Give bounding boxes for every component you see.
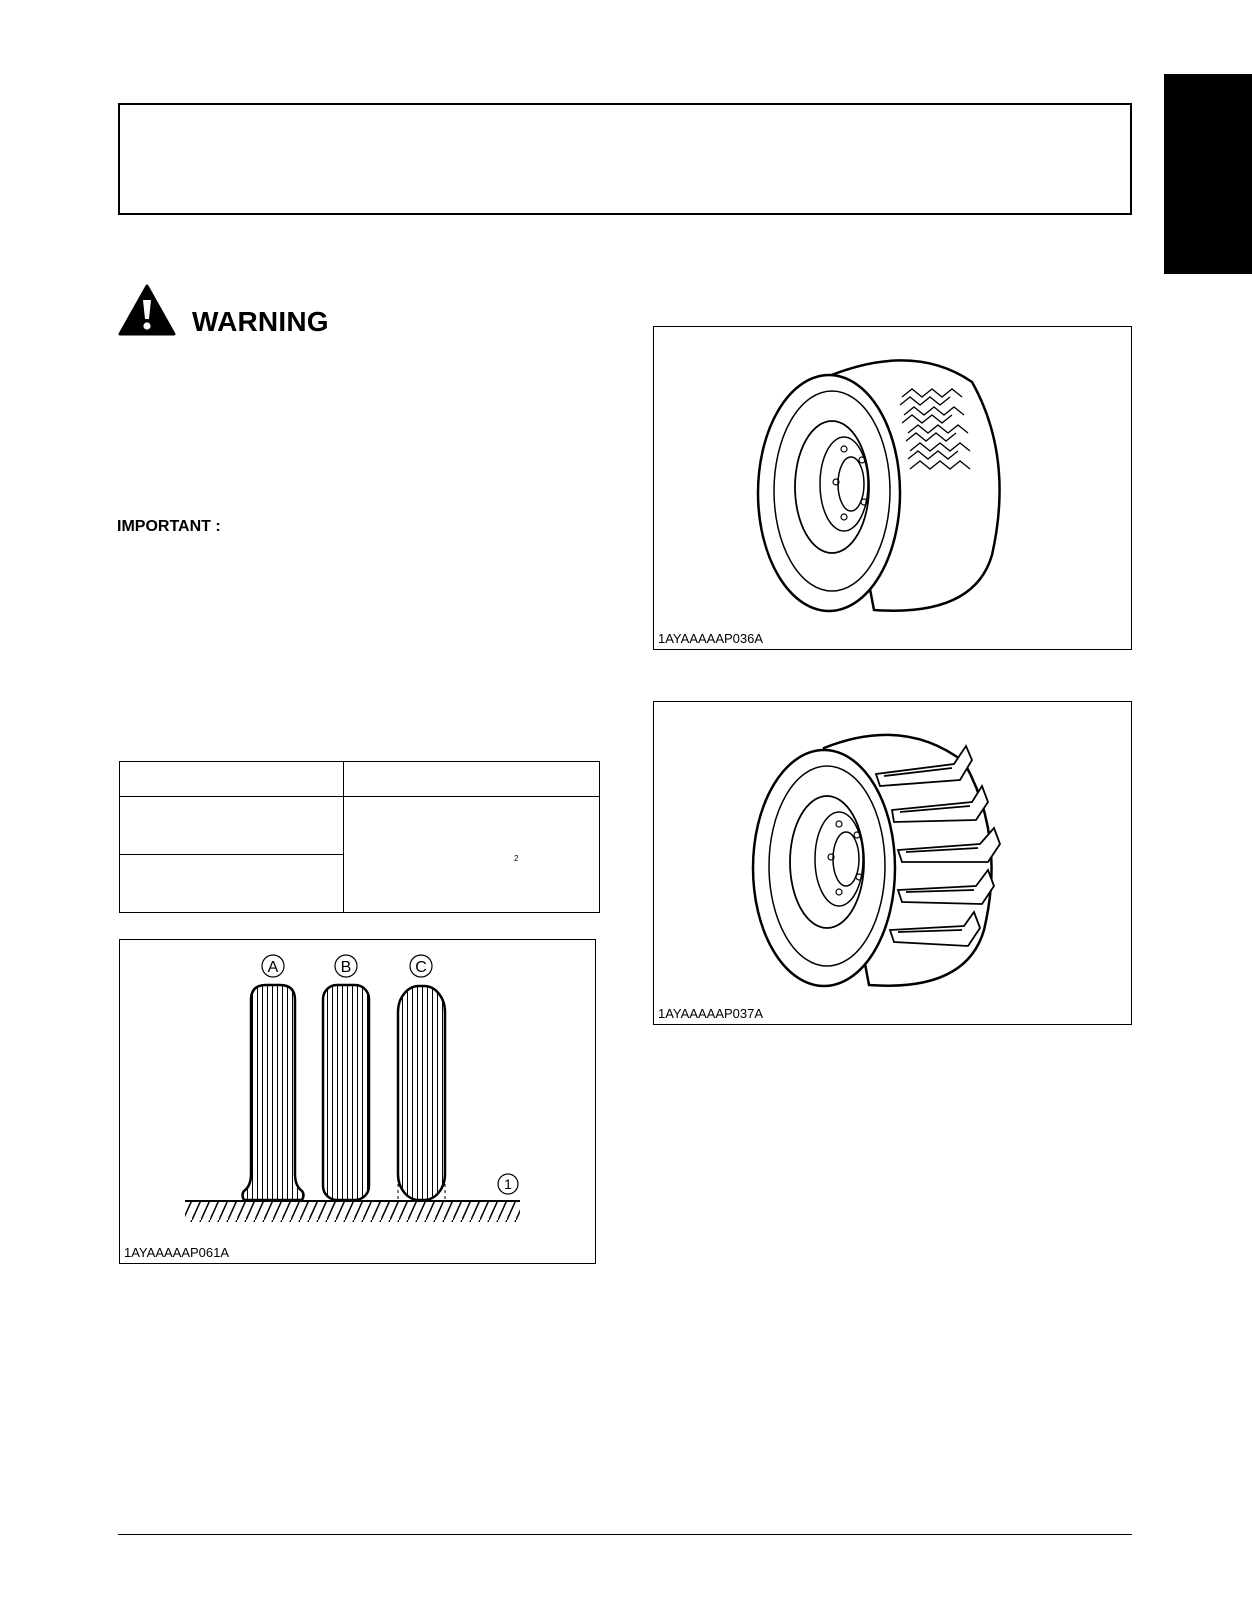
table-header-divider <box>120 796 599 797</box>
figure-tire-inflation <box>119 939 596 1264</box>
tire-sidewall <box>753 750 895 986</box>
figure-caption: 1AYAAAAAP061A <box>124 1245 230 1260</box>
table-column-divider <box>343 762 344 912</box>
tire-sidewall <box>758 375 900 611</box>
important-colon: : <box>210 518 221 535</box>
warning-heading: WARNING <box>192 306 329 337</box>
callout-c: C <box>415 959 427 976</box>
table-superscript: 2 <box>514 854 519 863</box>
header-box <box>118 103 1132 215</box>
callout-a: A <box>267 959 279 976</box>
callout-1: 1 <box>504 1176 512 1192</box>
important-label: IMPORTANT <box>117 518 211 535</box>
tire-b <box>323 985 369 1200</box>
callout-b: B <box>340 959 352 976</box>
tire-inflation-drawing <box>120 940 597 1265</box>
lug-tire-drawing <box>654 702 1133 1026</box>
spec-table <box>119 761 600 913</box>
figure-lug-tire <box>653 701 1132 1025</box>
table-row-divider <box>120 854 343 855</box>
tire-a <box>243 985 304 1200</box>
figure-caption: 1AYAAAAAP036A <box>658 631 764 646</box>
tire-c <box>398 986 445 1200</box>
footer-rule <box>118 1534 1132 1535</box>
ground-hatch <box>185 1202 520 1222</box>
warning-triangle-icon <box>118 284 176 336</box>
turf-tire-drawing <box>654 327 1133 651</box>
section-tab <box>1164 74 1252 274</box>
figure-caption: 1AYAAAAAP037A <box>658 1006 764 1021</box>
figure-turf-tire <box>653 326 1132 650</box>
important-note <box>117 518 221 536</box>
